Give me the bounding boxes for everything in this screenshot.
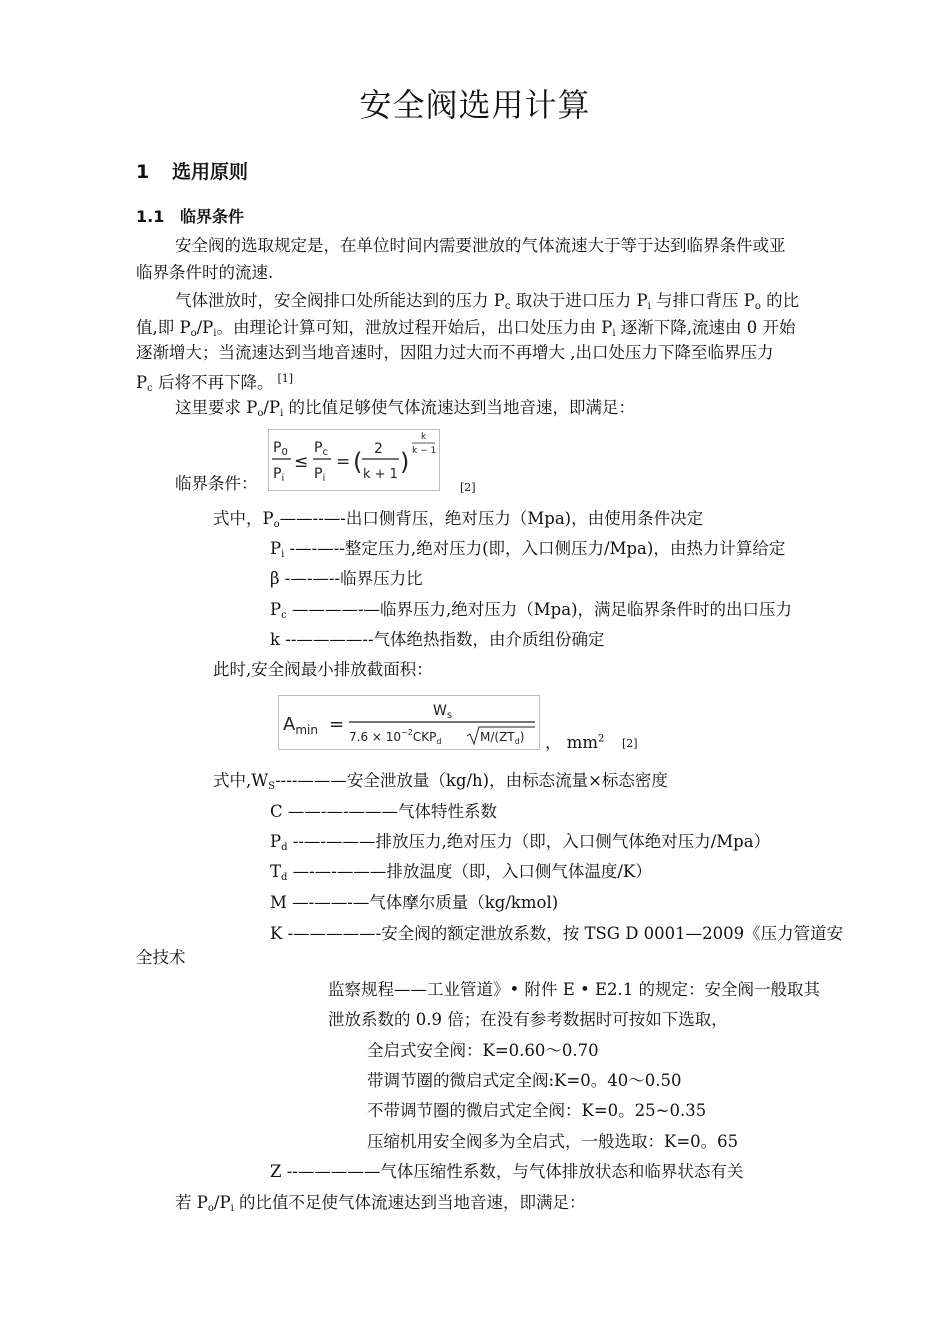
svg-text:k + 1: k + 1	[363, 467, 398, 482]
k-detail-line2: 泄放系数的 0.9 倍；在没有参考数据时可按如下选取，	[328, 1010, 728, 1029]
subsection-number: 1.1	[136, 207, 165, 226]
svg-text:=: =	[329, 714, 345, 735]
svg-text:Ws: $W_s$	[433, 703, 453, 721]
def-Pc: $P_c$ ————-—临界压力,绝对压力（Mpa)，满足临界条件时的出口压力	[270, 600, 793, 621]
area-formula-ref: [2]	[622, 737, 638, 750]
svg-text:M/(ZTd): $M/(ZT_d)$	[480, 730, 525, 746]
svg-text:k: k	[421, 432, 427, 442]
para1-line1: 安全阀的选取规定是，在单位时间内需要泄放的气体流速大于等于达到临界条件或亚	[175, 236, 786, 255]
svg-text:=: =	[336, 452, 351, 472]
def-Pd: $P_d$ --—-———排放压力,绝对压力（即，入口侧气体绝对压力/Mpa）	[270, 832, 771, 853]
para2-line2: 值,即 $P_o/P_i$。由理论计算可知，泄放过程开始后，出口处压力由 $P_i$ 逐渐下降,流速由 0 开始	[136, 318, 796, 339]
svg-text:Amin: $A_{min}$	[283, 714, 318, 737]
critical-formula-ref: [2]	[460, 481, 476, 494]
def-Ws: 式中$,W_S----———$安全泄放量（kg/h)，由标态流量×标态密度	[213, 771, 668, 792]
section-number: 1	[136, 161, 150, 183]
critical-condition-label: 临界条件：	[175, 474, 258, 493]
area-formula	[278, 695, 540, 750]
def-M: M —-——-—气体摩尔质量（kg/kmol)	[270, 893, 559, 912]
k-option-low-lift-no-ring: 不带调节圈的微启式定全阀：K=0。25~0.35	[367, 1101, 707, 1120]
critical-condition-formula	[268, 429, 440, 491]
svg-text:Pi: $P_i$	[273, 466, 285, 484]
def-K-wrap: 全技术	[136, 948, 186, 967]
subsection-title: 临界条件	[180, 207, 245, 226]
section-heading-1-1	[136, 204, 244, 227]
svg-text:): )	[400, 448, 410, 476]
svg-text:Pi: $P_i$	[314, 466, 326, 484]
def-Z: Z --—————气体压缩性系数，与气体排放状态和临界状态有关	[270, 1162, 744, 1181]
svg-text:≤: ≤	[294, 452, 309, 472]
svg-text:Pc: $P_c$	[314, 440, 328, 458]
page-title: 安全阀选用计算	[359, 86, 591, 124]
section-title: 选用原则	[172, 161, 249, 183]
area-intro: 此时,安全阀最小排放截面积：	[213, 660, 433, 679]
def-K: K -—————-安全阀的额定泄放系数，按 TSG D 0001—2009《压力管道安	[270, 924, 844, 943]
k-option-full-lift: 全启式安全阀：K=0.60～0.70	[367, 1041, 599, 1060]
k-option-low-lift-ring: 带调节圈的微启式定全阀:K=0。40～0.50	[367, 1071, 682, 1090]
section-heading-1	[136, 157, 248, 184]
def-beta: β -—-—--临界压力比	[270, 569, 423, 588]
k-option-compressor: 压缩机用安全阀多为全启式，一般选取：K=0。65	[367, 1132, 739, 1151]
k-detail-line1: 监察规程——工业管道》• 附件 E • E2.1 的规定：安全阀一般取其	[328, 980, 821, 999]
def-Td: $T_d$ —-—-———排放温度（即，入口侧气体温度/K）	[270, 862, 652, 883]
svg-text:7.6 × 10−2CKPd: $7.6 \times 10^{-2}CKP_d$	[349, 728, 442, 746]
svg-text:P0: $P_0$	[273, 440, 288, 458]
def-C: C ——-—-———气体特性系数	[270, 802, 498, 821]
para2-line4: $P_c$ 后将不再下降。 [1]	[136, 372, 294, 394]
citation-ref: [1]	[277, 372, 294, 385]
para4-line: 若 $P_o/P_i$ 的比值不足使气体流速达到当地音速，即满足：	[175, 1193, 586, 1214]
para1-line2: 临界条件时的流速.	[136, 263, 274, 282]
para2-line3: 逐渐增大；当流速达到当地音速时，因阻力过大而不再增大 ,出口处压力下降至临界压力	[136, 343, 774, 362]
area-unit: ， $mm^2$	[545, 733, 605, 752]
svg-text:k − 1: k − 1	[412, 446, 437, 456]
def-Po: 式中，$P_o——--—-$出口侧背压，绝对压力（Mpa)，由使用条件决定	[213, 509, 704, 530]
svg-text:(: (	[353, 448, 363, 476]
svg-text:2: 2	[374, 441, 383, 457]
def-k: k --————--气体绝热指数，由介质组份确定	[270, 630, 605, 649]
def-Pi: $P_i$ -—-—--整定压力,绝对压力(即，入口侧压力/Mpa)，由热力计算给定	[270, 539, 786, 560]
para2-line1: 气体泄放时，安全阀排口处所能达到的压力 $P_c$ 取决于进口压力 $P_i$ 与排口背压 $P_o$ 的比	[175, 291, 800, 312]
para3-line: 这里要求 $P_o/P_i$ 的比值足够使气体流速达到当地音速，即满足：	[175, 398, 636, 419]
